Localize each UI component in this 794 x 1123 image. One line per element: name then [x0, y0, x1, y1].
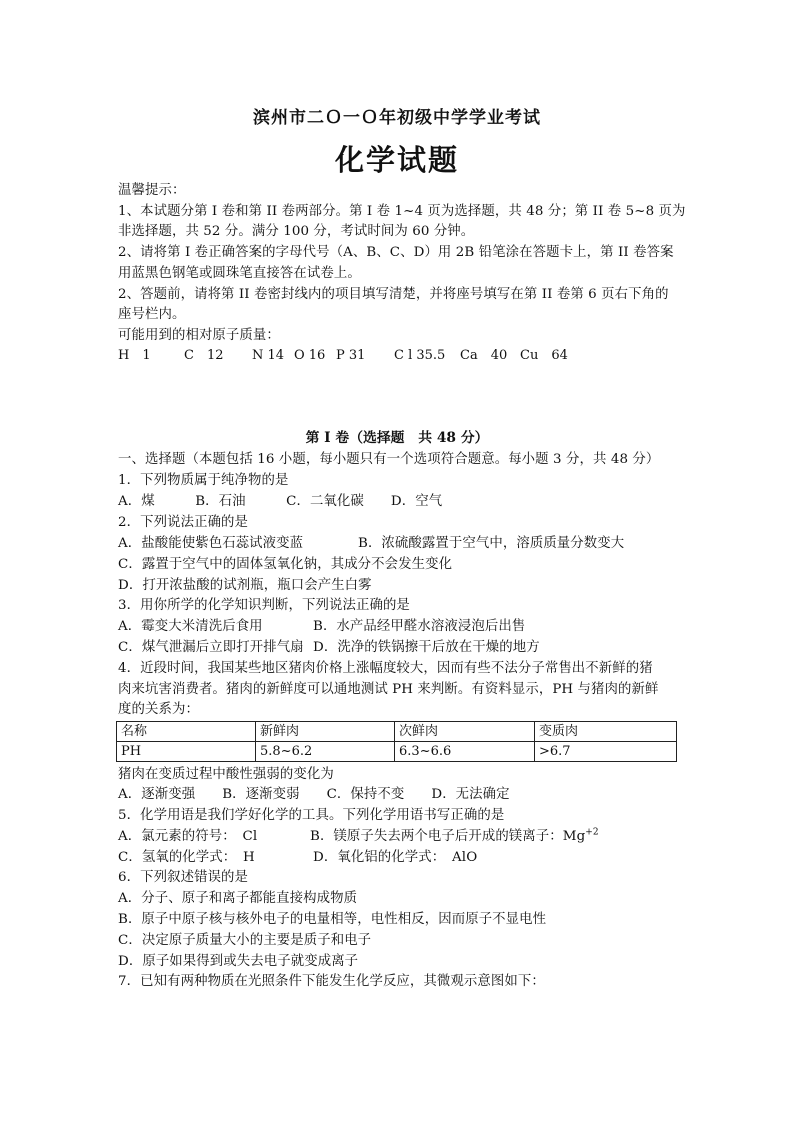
option-c: C．决定原子质量大小的主要是质子和电子 [118, 933, 372, 948]
question-6: 6．下列叙述错误的是 [118, 870, 249, 885]
option-b: B．浓硫酸露置于空气中，溶质质量分数变大 [358, 536, 625, 551]
option-d: D．氧化铝的化学式： AlO [313, 850, 478, 865]
question-4-stem: 猪肉在变质过程中酸性强弱的变化为 [118, 767, 334, 782]
table-cell: 5.8~6.2 [256, 742, 395, 762]
question-5: 5．化学用语是我们学好化学的工具。下列化学用语书写正确的是 [118, 808, 505, 823]
table-header-cell: 变质肉 [535, 722, 677, 742]
notice-line: 1、本试题分第 I 卷和第 II 卷两部分。第 I 卷 1~4 页为选择题，共 48 分；第 II 卷 5~8 页为 [118, 204, 686, 219]
atomic-mass: O 16 [294, 348, 326, 363]
section-title: 第 I 卷（选择题 共 48 分） [305, 430, 489, 446]
atomic-mass: P 31 [336, 348, 366, 363]
question-1-options: A．煤 B．石油 C．二氧化碳 D．空气 [118, 494, 443, 509]
atoms-heading: 可能用到的相对原子质量： [118, 328, 280, 343]
question-4-options: A．逐渐变强 B．逐渐变弱 C．保持不变 D．无法确定 [118, 787, 510, 802]
atomic-mass: C l 35.5 [394, 348, 446, 363]
charge-superscript: +2 [585, 827, 599, 838]
atomic-mass: Ca 40 [460, 348, 508, 363]
ph-table [116, 721, 677, 762]
option-d: D．打开浓盐酸的试剂瓶，瓶口会产生白雾 [118, 578, 372, 593]
option-c: C．煤气泄漏后立即打开排气扇 [118, 640, 304, 655]
table-header-cell: 名称 [117, 722, 256, 742]
notice-line: 2、请将第 I 卷正确答案的字母代号（A、B、C、D）用 2B 铅笔涂在答题卡上，第 II 卷答案 [118, 245, 674, 260]
option-a: A．盐酸能使紫色石蕊试液变蓝 [118, 536, 304, 551]
option-a: A．氯元素的符号： Cl [118, 829, 258, 844]
atomic-mass: N 14 [252, 348, 285, 363]
atomic-mass: H 1 [118, 348, 151, 363]
question-2: 2．下列说法正确的是 [118, 515, 249, 530]
question-7: 7．已知有两种物质在光照条件下能发生化学反应，其微观示意图如下： [118, 974, 545, 989]
table-cell: >6.7 [535, 742, 677, 762]
option-b: B．原子中原子核与核外电子的电量相等，电性相反，因而原子不显电性 [118, 912, 547, 927]
table-header-cell: 新鲜肉 [256, 722, 395, 742]
atomic-mass: Cu 64 [520, 348, 568, 363]
table-header-cell: 次鲜肉 [395, 722, 535, 742]
option-c: C．氢氧的化学式： H [118, 850, 255, 865]
question-3: 3．用你所学的化学知识判断，下列说法正确的是 [118, 598, 410, 613]
option-a: A．霉变大米清洗后食用 [118, 619, 263, 634]
option-b [310, 827, 599, 847]
option-c: C．露置于空气中的固体氢氧化钠，其成分不会发生变化 [118, 557, 453, 572]
question-4-line: 肉来坑害消费者。猪肉的新鲜度可以通地测试 PH 来判断。有资料显示，PH 与猪肉的新鲜 [118, 682, 659, 697]
question-1: 1．下列物质属于纯净物的是 [118, 473, 289, 488]
question-4: 4．近段时间，我国某些地区猪肉价格上涨幅度较大，因而有些不法分子常售出不新鲜的猪 [118, 661, 653, 676]
notice-line: 2、答题前，请将第 II 卷密封线内的项目填写清楚，并将座号填写在第 II 卷第 6 页右下角的 [118, 287, 669, 302]
subject-title: 化学试题 [334, 143, 459, 177]
option-b-text: B．镁原子失去两个电子后开成的镁离子：Mg [310, 829, 586, 844]
notice-line: 用蓝黑色钢笔或圆珠笔直接答在试卷上。 [118, 266, 361, 281]
table-cell: PH [117, 742, 256, 762]
atomic-masses [118, 346, 568, 366]
notice-line: 座号栏内。 [118, 307, 186, 322]
option-a: A．分子、原子和离子都能直接构成物质 [118, 891, 358, 906]
exam-title: 滨州市二Ｏ一Ｏ年初级中学学业考试 [253, 108, 541, 128]
table-cell: 6.3~6.6 [395, 742, 535, 762]
atomic-mass: C 12 [184, 348, 224, 363]
table-header-row [117, 722, 677, 742]
section-intro: 一、选择题（本题包括 16 小题，每小题只有一个选项符合题意。每小题 3 分，共 48 分） [118, 452, 660, 467]
notice-line: 非选择题，共 52 分。满分 100 分，考试时间为 60 分钟。 [118, 224, 475, 239]
option-b: B．水产品经甲醛水溶液浸泡后出售 [313, 619, 526, 634]
notice-heading: 温馨提示： [118, 183, 186, 198]
table-row [117, 742, 677, 762]
option-d: D．原子如果得到或失去电子就变成离子 [118, 954, 359, 969]
question-4-line: 度的关系为： [118, 702, 199, 717]
option-d: D．洗净的铁锅擦干后放在干燥的地方 [313, 640, 540, 655]
